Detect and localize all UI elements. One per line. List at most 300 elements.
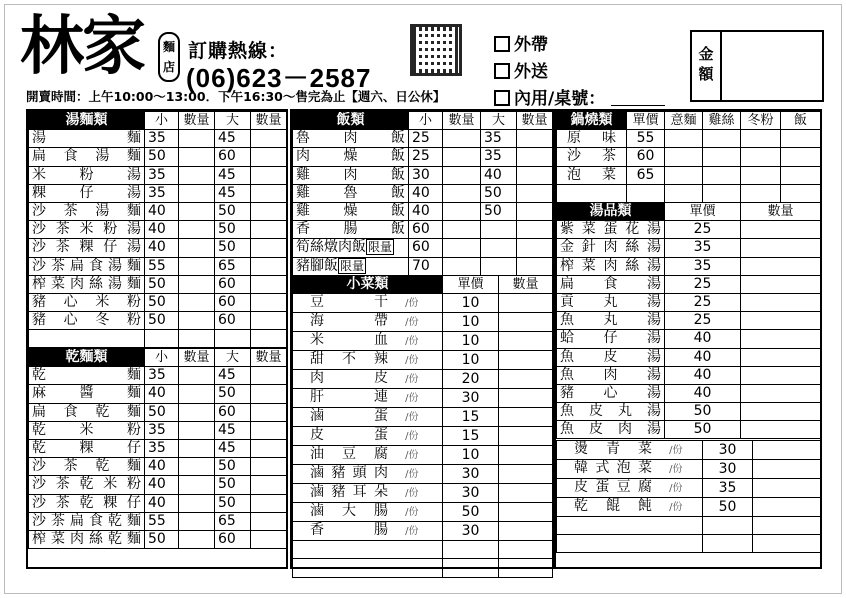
price: 10 — [443, 351, 499, 370]
qty-input[interactable] — [753, 479, 821, 498]
qty-small-input[interactable] — [179, 239, 215, 257]
item-name-text: 沙茶扁食湯麵 — [32, 257, 141, 274]
qty-input[interactable] — [499, 408, 553, 427]
hotline-label: 訂購熱線： — [188, 40, 289, 62]
qty-input[interactable] — [741, 275, 821, 293]
item-name-text: 湯麵 — [32, 130, 141, 147]
qty-large-input[interactable] — [517, 130, 553, 148]
table-row — [293, 332, 553, 351]
qty-large-input[interactable] — [251, 221, 287, 239]
side-dishes-table — [292, 275, 553, 578]
empty-cell — [703, 517, 753, 535]
table-row — [29, 439, 287, 457]
price-small: 55 — [145, 257, 179, 275]
item-name-text: 扁食湯麵 — [32, 148, 141, 165]
qty-large-input[interactable] — [251, 403, 287, 421]
table-row — [29, 421, 287, 439]
qty-input[interactable] — [741, 221, 821, 239]
price-large: 60 — [215, 312, 251, 330]
qty-input[interactable] — [741, 348, 821, 366]
price-small: 40 — [145, 221, 179, 239]
business-hours: 開賣時間：上午10:00～13:00．下午16:30～售完為止【週六、日公休】 — [26, 89, 446, 104]
soups-title: 湯品類 — [557, 203, 665, 221]
item-name-text: 香腸 — [310, 522, 388, 539]
qty-input[interactable] — [499, 522, 553, 541]
qty-input[interactable] — [753, 441, 821, 460]
table-row — [293, 221, 553, 239]
table-row — [293, 446, 553, 465]
price: 50 — [703, 498, 753, 517]
price-large: 60 — [215, 293, 251, 311]
qty-large-input[interactable] — [251, 257, 287, 275]
table-row — [293, 257, 553, 275]
dry-noodles-title: 乾麵類 — [29, 349, 145, 367]
qty-input[interactable] — [499, 294, 553, 313]
qty-input[interactable] — [741, 330, 821, 348]
item-name — [29, 184, 145, 202]
item-name-text: 沙茶扁食乾麵 — [32, 512, 141, 529]
dine-in-option[interactable] — [494, 84, 665, 109]
empty-cell — [665, 184, 703, 202]
item-name — [29, 385, 145, 403]
item-name-text: 海帶 — [310, 313, 388, 330]
table-row — [29, 257, 287, 275]
price-large: 50 — [215, 476, 251, 494]
qty-small-input[interactable] — [179, 403, 215, 421]
price-large: 45 — [215, 184, 251, 202]
item-name — [29, 367, 145, 385]
takeout-label: 外帶 — [514, 35, 548, 55]
table-row — [557, 166, 821, 184]
qty-input[interactable] — [741, 403, 821, 421]
qty-large-input[interactable] — [251, 275, 287, 293]
empty-cell — [293, 559, 443, 577]
qty-input[interactable] — [703, 130, 741, 148]
qty-small-input[interactable] — [179, 275, 215, 293]
item-name — [293, 294, 443, 313]
qty-large-input[interactable] — [517, 202, 553, 220]
qty-small-input[interactable] — [443, 202, 481, 220]
empty-cell — [753, 517, 821, 535]
item-name — [29, 275, 145, 293]
price-small: 40 — [145, 476, 179, 494]
qty-large-input[interactable] — [251, 148, 287, 166]
price: 30 — [443, 484, 499, 503]
qty-small-input[interactable] — [443, 239, 481, 257]
unit-label: /份 — [402, 469, 419, 481]
qty-small-input[interactable] — [179, 476, 215, 494]
item-name — [293, 202, 409, 220]
qty-large-input[interactable] — [251, 476, 287, 494]
checkbox-icon — [494, 90, 510, 106]
item-name-text: 乾粿仔 — [32, 440, 141, 457]
price-small: 40 — [145, 494, 179, 512]
item-name — [557, 330, 665, 348]
item-name — [557, 239, 665, 257]
qty-input[interactable] — [741, 257, 821, 275]
item-name — [293, 370, 443, 389]
qty-large-input[interactable] — [251, 512, 287, 530]
col-qty: 數量 — [443, 112, 481, 130]
qty-small-input[interactable] — [179, 530, 215, 548]
item-name — [557, 221, 665, 239]
table-row — [293, 559, 553, 577]
checkbox-icon — [494, 63, 510, 79]
price-large: 60 — [215, 148, 251, 166]
item-name-text: 魚皮丸湯 — [560, 403, 661, 420]
phone-number: (06)623－2587 — [186, 63, 372, 93]
table-row — [293, 465, 553, 484]
item-name — [293, 221, 409, 239]
dine-in-label: 內用/桌號： — [514, 89, 606, 109]
qty-small-input[interactable] — [179, 166, 215, 184]
qty-input[interactable] — [499, 313, 553, 332]
item-name-text: 蛤仔湯 — [560, 330, 661, 347]
qty-input[interactable] — [741, 293, 821, 311]
price-large: 60 — [215, 275, 251, 293]
qty-input[interactable] — [781, 130, 821, 148]
limited-tag: 限量 — [368, 240, 393, 255]
table-row — [557, 130, 821, 148]
soups-table — [556, 202, 821, 439]
qty-input[interactable] — [741, 366, 821, 384]
item-name — [29, 458, 145, 476]
qty-small-input[interactable] — [179, 421, 215, 439]
price-large: 50 — [215, 385, 251, 403]
delivery-option[interactable] — [494, 57, 548, 82]
side-dishes-title: 小菜類 — [293, 276, 443, 294]
price: 15 — [443, 408, 499, 427]
item-name-text: 肉皮 — [310, 370, 388, 387]
item-name-text: 滷豬頭肉 — [310, 465, 388, 482]
item-name — [557, 460, 703, 479]
table-row — [29, 130, 287, 148]
item-name-text: 沙茶乾粿仔 — [32, 494, 141, 511]
item-name-text: 扁食湯 — [560, 275, 661, 292]
table-row — [557, 293, 821, 311]
table-row — [293, 541, 553, 559]
item-name-text: 粿仔湯 — [32, 184, 141, 201]
price-small: 35 — [145, 367, 179, 385]
qty-small-input[interactable] — [179, 202, 215, 220]
qr-code-icon — [410, 24, 462, 76]
price: 60 — [627, 148, 665, 166]
qty-input[interactable] — [665, 130, 703, 148]
table-row — [293, 370, 553, 389]
qty-large-input[interactable] — [517, 257, 553, 275]
price-large: 60 — [215, 403, 251, 421]
item-name-text: 燙青菜 — [574, 441, 652, 457]
item-name — [29, 293, 145, 311]
qty-small-input[interactable] — [179, 148, 215, 166]
qty-small-input[interactable] — [443, 221, 481, 239]
unit-label: /份 — [402, 355, 419, 367]
empty-cell — [443, 541, 499, 559]
qty-input[interactable] — [741, 312, 821, 330]
qty-small-input[interactable] — [443, 148, 481, 166]
item-name-text: 乾米粉 — [32, 421, 141, 438]
empty-cell — [741, 184, 781, 202]
pot-roast-table — [556, 111, 821, 203]
table-row — [29, 512, 287, 530]
price-small: 40 — [409, 184, 443, 202]
item-name — [557, 441, 703, 460]
amount-box — [690, 30, 824, 102]
qty-input[interactable] — [741, 239, 821, 257]
qty-input[interactable] — [499, 370, 553, 389]
qty-input[interactable] — [499, 332, 553, 351]
col-price: 單價 — [627, 112, 665, 130]
price-large: 45 — [215, 421, 251, 439]
price-small: 50 — [145, 293, 179, 311]
qty-large-input[interactable] — [251, 530, 287, 548]
item-name-text: 榨菜肉絲湯麵 — [32, 275, 141, 292]
qty-small-input[interactable] — [179, 494, 215, 512]
item-name-text: 乾餛飩 — [574, 498, 652, 514]
item-name-text: 韓式泡菜 — [574, 460, 652, 476]
qty-large-input[interactable] — [251, 494, 287, 512]
qty-input[interactable] — [753, 498, 821, 517]
price-large: 50 — [215, 239, 251, 257]
item-name-text: 豬腳飯 — [296, 257, 338, 274]
table-row — [29, 494, 287, 512]
table-row — [557, 275, 821, 293]
qty-input[interactable] — [781, 148, 821, 166]
table-row — [29, 202, 287, 220]
unit-label: /份 — [402, 374, 419, 386]
item-name-text: 肉燥飯 — [296, 148, 405, 165]
unit-label: /份 — [402, 336, 419, 348]
qty-input[interactable] — [703, 148, 741, 166]
qty-large-input[interactable] — [251, 239, 287, 257]
soup-noodles-title: 湯麵類 — [29, 112, 145, 130]
item-name-text: 麻醬麵 — [32, 385, 141, 402]
qty-input[interactable] — [753, 460, 821, 479]
table-row — [557, 330, 821, 348]
qty-input[interactable] — [665, 166, 703, 184]
price-small: 35 — [145, 184, 179, 202]
qty-large-input[interactable] — [517, 148, 553, 166]
unit-label: /份 — [666, 483, 683, 494]
price: 35 — [665, 239, 741, 257]
item-name — [293, 166, 409, 184]
table-row — [29, 367, 287, 385]
unit-label: /份 — [402, 488, 419, 500]
amount-label: 金額 — [692, 32, 722, 100]
qty-input[interactable] — [499, 427, 553, 446]
qty-small-input[interactable] — [443, 257, 481, 275]
qty-large-input[interactable] — [251, 439, 287, 457]
item-name: 泡菜 — [557, 166, 627, 184]
qty-large-input[interactable] — [251, 458, 287, 476]
price-small: 40 — [145, 385, 179, 403]
table-row — [29, 184, 287, 202]
item-name-text: 甜不辣 — [310, 351, 388, 368]
price-small: 35 — [145, 130, 179, 148]
item-name-text: 紫菜蛋花湯 — [560, 221, 661, 238]
item-name-text: 雞肉飯 — [296, 166, 405, 183]
item-name-text: 皮蛋豆腐 — [574, 479, 652, 495]
takeout-option[interactable] — [494, 30, 548, 55]
price-large: 45 — [215, 166, 251, 184]
table-row — [557, 239, 821, 257]
table-row — [29, 330, 287, 348]
qty-input[interactable] — [665, 148, 703, 166]
table-row — [293, 166, 553, 184]
price-large — [481, 239, 517, 257]
price-small: 35 — [145, 166, 179, 184]
qty-small-input[interactable] — [179, 458, 215, 476]
table-row — [293, 184, 553, 202]
table-row — [293, 294, 553, 313]
table-row — [557, 348, 821, 366]
item-name-text: 米血 — [310, 332, 388, 349]
extras-table — [556, 440, 821, 553]
qty-input[interactable] — [741, 421, 821, 439]
item-name-text: 乾麵 — [32, 367, 141, 384]
qty-input[interactable] — [741, 166, 781, 184]
item-name — [293, 257, 409, 275]
item-name — [557, 403, 665, 421]
qty-large-input[interactable] — [517, 166, 553, 184]
qty-input[interactable] — [499, 484, 553, 503]
price-small: 30 — [409, 166, 443, 184]
empty-cell — [781, 184, 821, 202]
qty-large-input[interactable] — [251, 166, 287, 184]
qty-large-input[interactable] — [251, 202, 287, 220]
price: 25 — [665, 221, 741, 239]
qty-input[interactable] — [781, 166, 821, 184]
qty-input[interactable] — [741, 384, 821, 402]
qty-small-input[interactable] — [443, 166, 481, 184]
qty-large-input[interactable] — [517, 184, 553, 202]
table-row — [29, 293, 287, 311]
qty-input[interactable] — [703, 166, 741, 184]
item-name — [293, 484, 443, 503]
qty-input[interactable] — [499, 351, 553, 370]
rice-table — [292, 111, 553, 276]
item-name — [29, 239, 145, 257]
table-row — [293, 427, 553, 446]
price-small: 60 — [409, 239, 443, 257]
unit-label: /份 — [402, 317, 419, 329]
qty-small-input[interactable] — [179, 312, 215, 330]
qty-small-input[interactable] — [443, 130, 481, 148]
qty-large-input[interactable] — [251, 385, 287, 403]
col-small: 小 — [145, 349, 179, 367]
table-row — [293, 313, 553, 332]
price-large: 60 — [215, 530, 251, 548]
checkbox-icon — [494, 36, 510, 52]
qty-small-input[interactable] — [179, 184, 215, 202]
item-name — [29, 476, 145, 494]
table-row — [557, 148, 821, 166]
price-large: 35 — [481, 148, 517, 166]
item-name — [557, 275, 665, 293]
price-large: 65 — [215, 512, 251, 530]
price-small: 50 — [145, 403, 179, 421]
empty-cell — [627, 184, 665, 202]
qty-input[interactable] — [499, 446, 553, 465]
qty-small-input[interactable] — [179, 512, 215, 530]
col-price: 單價 — [665, 203, 741, 221]
qty-large-input[interactable] — [251, 293, 287, 311]
item-name — [557, 348, 665, 366]
item-name-text: 沙茶米粉湯 — [32, 221, 141, 238]
qty-large-input[interactable] — [251, 367, 287, 385]
qty-large-input[interactable] — [251, 130, 287, 148]
item-name — [557, 312, 665, 330]
qty-input[interactable] — [499, 503, 553, 522]
qty-large-input[interactable] — [251, 421, 287, 439]
qty-large-input[interactable] — [517, 239, 553, 257]
table-row — [29, 239, 287, 257]
price: 15 — [443, 427, 499, 446]
price: 40 — [665, 330, 741, 348]
qty-small-input[interactable] — [179, 130, 215, 148]
empty-cell — [443, 559, 499, 577]
unit-label: /份 — [666, 464, 683, 475]
table-row — [29, 221, 287, 239]
table-row — [293, 130, 553, 148]
item-name — [293, 239, 409, 257]
empty-cell — [703, 535, 753, 553]
item-name — [29, 494, 145, 512]
table-row — [557, 184, 821, 202]
table-row — [293, 351, 553, 370]
unit-label: /份 — [666, 502, 683, 513]
table-row — [293, 389, 553, 408]
table-row — [29, 403, 287, 421]
price-small: 35 — [145, 439, 179, 457]
qty-small-input[interactable] — [179, 257, 215, 275]
item-name-text: 滷大腸 — [310, 503, 388, 520]
qty-large-input[interactable] — [251, 312, 287, 330]
qty-input[interactable] — [741, 130, 781, 148]
price-small: 40 — [409, 202, 443, 220]
qty-small-input[interactable] — [179, 293, 215, 311]
qty-input[interactable] — [499, 389, 553, 408]
empty-cell — [557, 517, 703, 535]
qty-small-input[interactable] — [179, 221, 215, 239]
qty-small-input[interactable] — [179, 367, 215, 385]
item-name-text: 豬心米粉 — [32, 293, 141, 310]
item-name-text: 滷蛋 — [310, 408, 388, 425]
qty-small-input[interactable] — [179, 385, 215, 403]
item-name — [293, 313, 443, 332]
table-number-field[interactable] — [611, 92, 665, 106]
item-name-text: 滷豬耳朵 — [310, 484, 388, 501]
empty-cell — [179, 330, 215, 348]
table-row — [29, 148, 287, 166]
table-row — [557, 479, 821, 498]
price-large: 40 — [481, 166, 517, 184]
empty-cell — [499, 541, 553, 559]
qty-input[interactable] — [499, 465, 553, 484]
unit-label: /份 — [402, 507, 419, 519]
price-small: 55 — [145, 512, 179, 530]
item-name — [557, 479, 703, 498]
table-row — [557, 441, 821, 460]
qty-large-input[interactable] — [251, 184, 287, 202]
qty-small-input[interactable] — [443, 184, 481, 202]
item-name — [293, 389, 443, 408]
qty-input[interactable] — [741, 148, 781, 166]
qty-large-input[interactable] — [517, 221, 553, 239]
col-vermicelli: 冬粉 — [741, 112, 781, 130]
unit-label: /份 — [402, 298, 419, 310]
qty-small-input[interactable] — [179, 439, 215, 457]
